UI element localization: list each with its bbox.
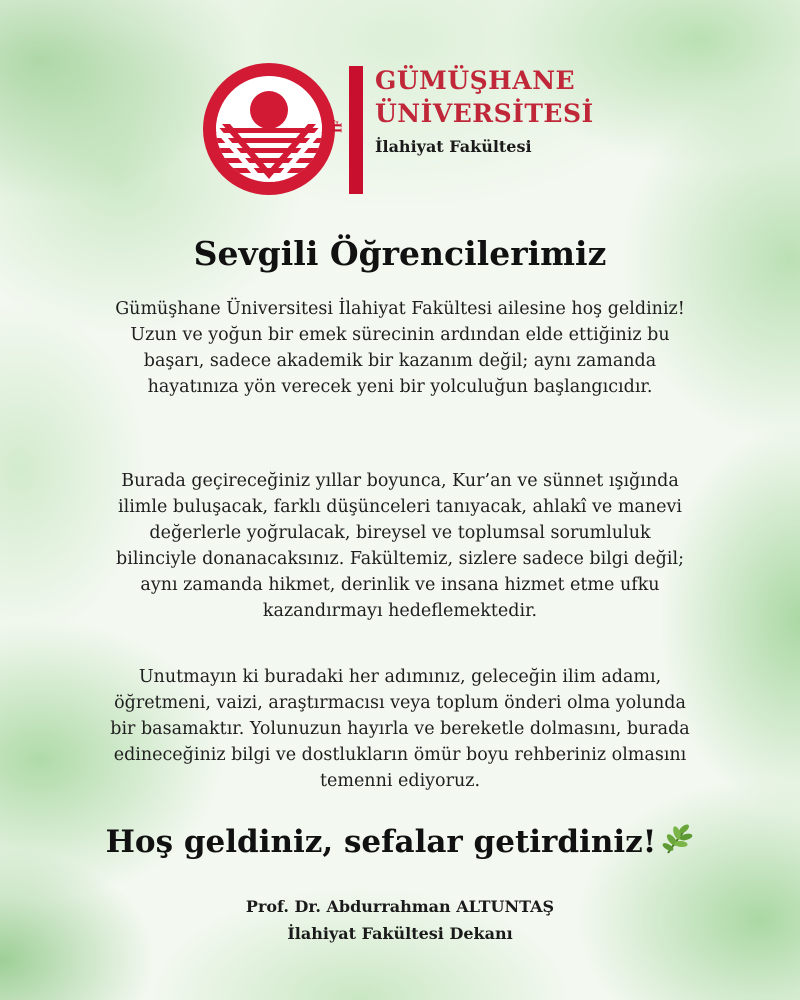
logo-university-name-line1: GÜMÜŞHANE: [375, 66, 576, 95]
logo-divider-bar: [349, 66, 363, 194]
university-logo: [202, 62, 602, 202]
logo-monogram: İF: [331, 120, 345, 133]
herb-leaf-icon: [660, 822, 694, 856]
signature-title: İlahiyat Fakültesi Dekanı: [287, 924, 513, 943]
paragraph-welcome: Gümüşhane Üniversitesi İlahiyat Fakültesi ailesine hoş geldiniz! Uzun ve yoğun bir emek sürecinin ardından elde ettiğiniz bu başarı, sadece akademik bir kazanım değil; aynı zamanda hayatınıza yön verecek yeni bir yolculuğun başlangıcıdır.: [115, 299, 685, 397]
university-emblem-icon: [202, 62, 336, 196]
paragraph-wishes: Unutmayın ki buradaki her adımınız, geleceğin ilim adamı, öğretmeni, vaizi, araştırmacısı veya toplum önderi olma yolunda bir basamaktır. Yolunuzun hayırla ve bereketle dolmasını, burada edineceğiniz bilgi ve dostlukların ömür boyu rehberiniz olmasını temenni ediyoruz.: [110, 667, 690, 791]
signature-name: Prof. Dr. Abdurrahman ALTUNTAŞ: [245, 897, 555, 916]
page-title: Sevgili Öğrencilerimiz: [193, 234, 607, 273]
logo-wordmark: [375, 64, 594, 164]
logo-faculty-name: İlahiyat Fakültesi: [375, 137, 532, 156]
closing-text: Hoş geldiniz, sefalar getirdiniz!: [105, 824, 657, 860]
logo-university-name-line2: ÜNİVERSİTESİ: [375, 99, 594, 128]
paragraph-faculty-mission: Burada geçireceğiniz yıllar boyunca, Kur’an ve sünnet ışığında ilimle buluşacak, farklı düşünceleri tanıyacak, ahlakî ve manevi değerlerle yoğrulacak, bireysel ve toplumsal sorumluluk bilinciyle donanacaksınız. Fakültemiz, sizlere sadece bilgi değil; aynı zamanda hikmet, derinlik ve insana hizmet etme ufku kazandırmayı hedeflemektedir.: [116, 471, 684, 621]
closing-line: [0, 822, 800, 860]
